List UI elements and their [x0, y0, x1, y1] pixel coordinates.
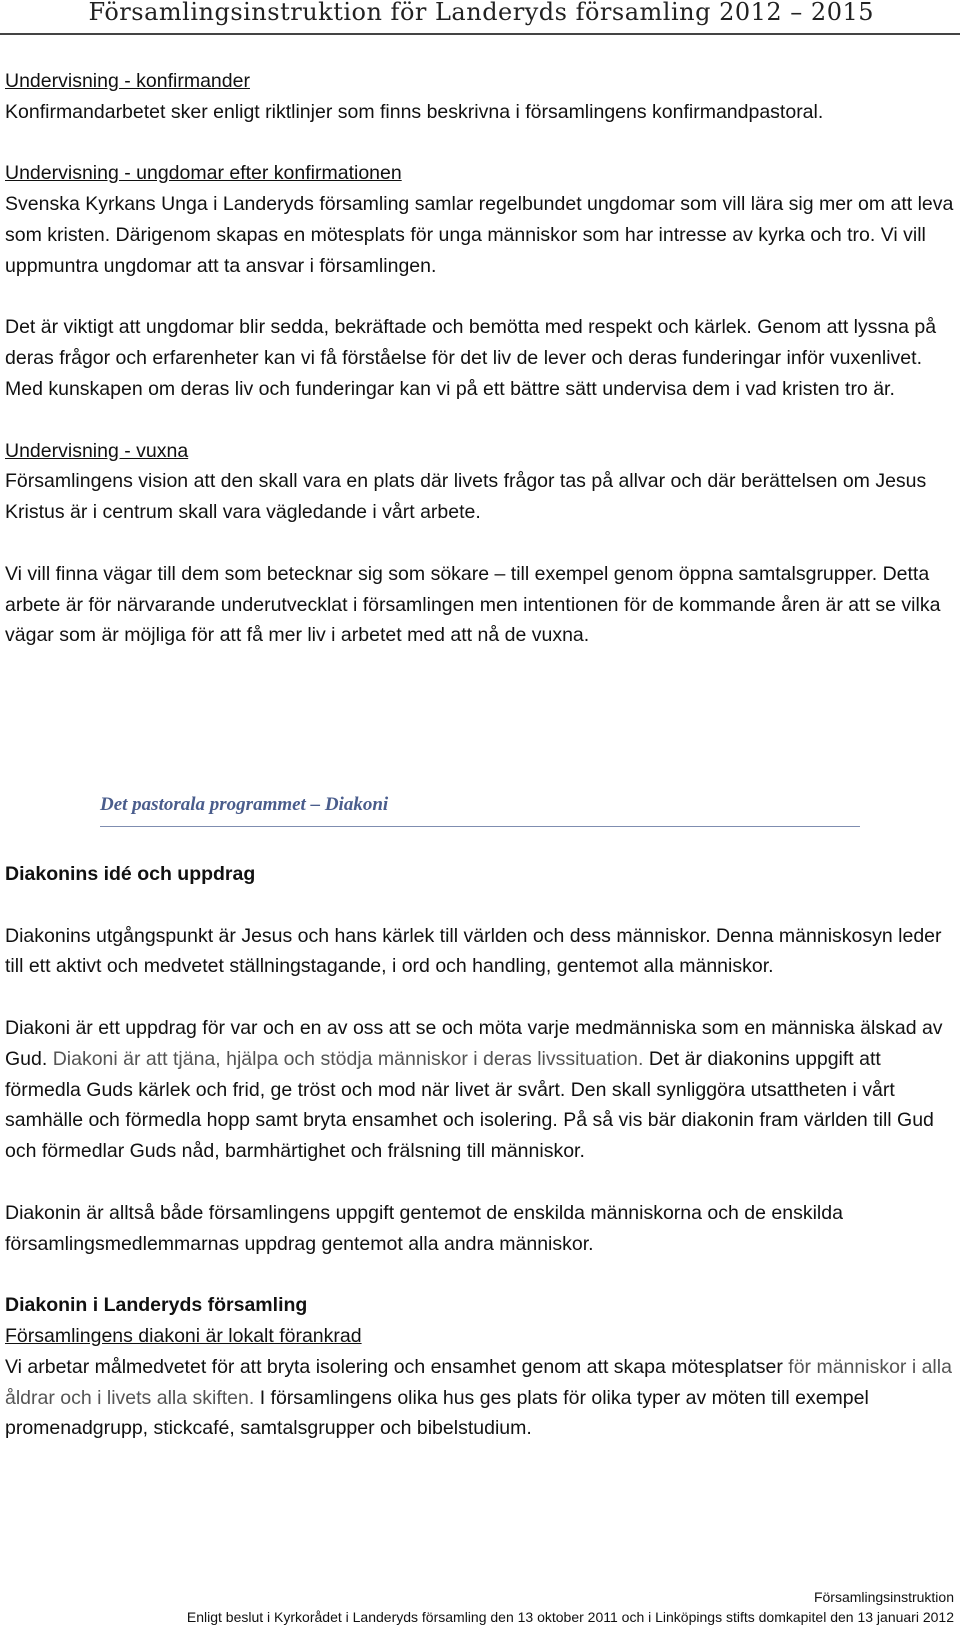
paragraph-diakoni-1: Diakonins utgångspunkt är Jesus och hans kärlek till världen och dess människor. Denna människosyn leder till ett aktivt och medvetet ställningstagande, i ord och handling, gentemot alla människor. — [5, 924, 942, 978]
spacer — [5, 1167, 955, 1198]
paragraph-diakoni-2 — [5, 1013, 955, 1167]
document-title: Församlingsinstruktion för Landeryds församling 2012 – 2015 — [88, 0, 874, 26]
spacer — [5, 405, 955, 436]
heading-konfirmander: Undervisning - konfirmander — [5, 70, 250, 92]
paragraph-ungdomar-1 — [5, 189, 955, 281]
text-span: Svenska Kyrkans Unga i Landeryds församling samlar regelbundet ungdomar som vill lära sig mer om att leva som kristen. — [5, 193, 954, 246]
paragraph-diakoni-3: Diakonin är alltså både församlingens uppgift gentemot de enskilda människorna och de enskilda församlingsmedlemmarnas uppdrag gentemot alla andra människor. — [5, 1201, 843, 1255]
subheading-landeryd: Församlingens diakoni är lokalt förankrad — [5, 1324, 362, 1347]
spacer — [5, 890, 955, 921]
heading-landeryd: Diakonin i Landeryds församling — [5, 1294, 308, 1317]
heading-vuxna: Undervisning - vuxna — [5, 439, 189, 462]
spacer — [5, 528, 955, 559]
section-banner — [100, 793, 860, 827]
text-span-muted: för människor i alla åldrar och i livets alla skiften. — [5, 1355, 952, 1409]
text-span: Vi arbetar målmedvetet för att bryta isolering och ensamhet genom att skapa mötesplatser — [5, 1355, 783, 1378]
spacer — [5, 128, 955, 159]
spacer — [5, 982, 955, 1013]
text-span: Det är diakonins uppgift att förmedla Guds kärlek och frid, ge tröst och mod när livet är svårt. Den skall synliggöra utsattheten i vårt samhälle och förmedla hopp samt bryta ensamhet och isolering. På så vis bär diakonin fram världen till Gud och förmedlar Guds nåd, barmhärtighet och frälsning till människor. — [5, 1047, 934, 1163]
footer-decision: Enligt beslut i Kyrkorådet i Landeryds församling den 13 oktober 2011 och i Linköpings stifts domkapitel den 13 januari 2012 — [186, 1609, 954, 1625]
paragraph-vuxna-1: Församlingens vision att den skall vara en plats där livets frågor tas på allvar och där berättelsen om Jesus Kristus är i centrum skall vara vägledande i vårt arbete. — [5, 470, 927, 524]
text-span: Diakoni är ett uppdrag för var och en av oss att se och möta varje medmänniska som en människa älskad av Gud. — [5, 1016, 943, 1070]
paragraph-ungdomar-2: Det är viktigt att ungdomar blir sedda, bekräftade och bemötta med respekt och kärlek. Genom att lyssna på deras frågor och erfarenheter kan vi få förståelse för det liv de lever och deras funderingar inför vuxenlivet. Med kunskapen om deras liv och funderingar kan vi på ett bättre sätt undervisa dem i vad kristen tro är. — [5, 316, 937, 400]
text-span: I församlingens olika hus ges plats för olika typer av möten till exempel promenadgrupp, stickcafé, samtalsgrupper och bibelstudium. — [5, 1386, 869, 1440]
paragraph-konfirmander: Konfirmandarbetet sker enligt riktlinjer som finns beskrivna i församlingens konfirmandpastoral. — [5, 100, 824, 123]
text-span: Därigenom skapas en mötesplats för unga människor som har intresse av kyrka och tro. Vi vill uppmuntra ungdomar att ta ansvar i församlingen. — [5, 223, 926, 277]
main-content-lower — [5, 859, 955, 1444]
paragraph-vuxna-2: Vi vill finna vägar till dem som betecknar sig som sökare – till exempel genom öppna samtalsgrupper. Detta arbete är för närvarande underutvecklat i församlingen men intentionen för de kommande åren är att se vilka vägar som är möjliga för att få mer liv i arbetet med att nå de vuxna. — [5, 562, 941, 647]
heading-diakoni: Diakonins idé och uppdrag — [5, 863, 256, 885]
spacer — [5, 1259, 955, 1290]
section-banner-rule — [100, 826, 860, 827]
heading-ungdomar: Undervisning - ungdomar efter konfirmationen — [5, 162, 402, 185]
text-span-muted: Diakoni är att tjäna, hjälpa och stödja människor i deras livssituation. — [47, 1047, 644, 1070]
paragraph-landeryd — [5, 1352, 955, 1444]
section-banner-title: Det pastorala programmet – Diakoni — [100, 794, 389, 815]
header-divider — [0, 33, 960, 35]
spacer — [5, 282, 955, 313]
footer-title: Församlingsinstruktion — [813, 1589, 954, 1605]
page-header — [0, 0, 960, 32]
page-footer — [187, 1587, 954, 1627]
main-content-upper — [5, 66, 955, 651]
